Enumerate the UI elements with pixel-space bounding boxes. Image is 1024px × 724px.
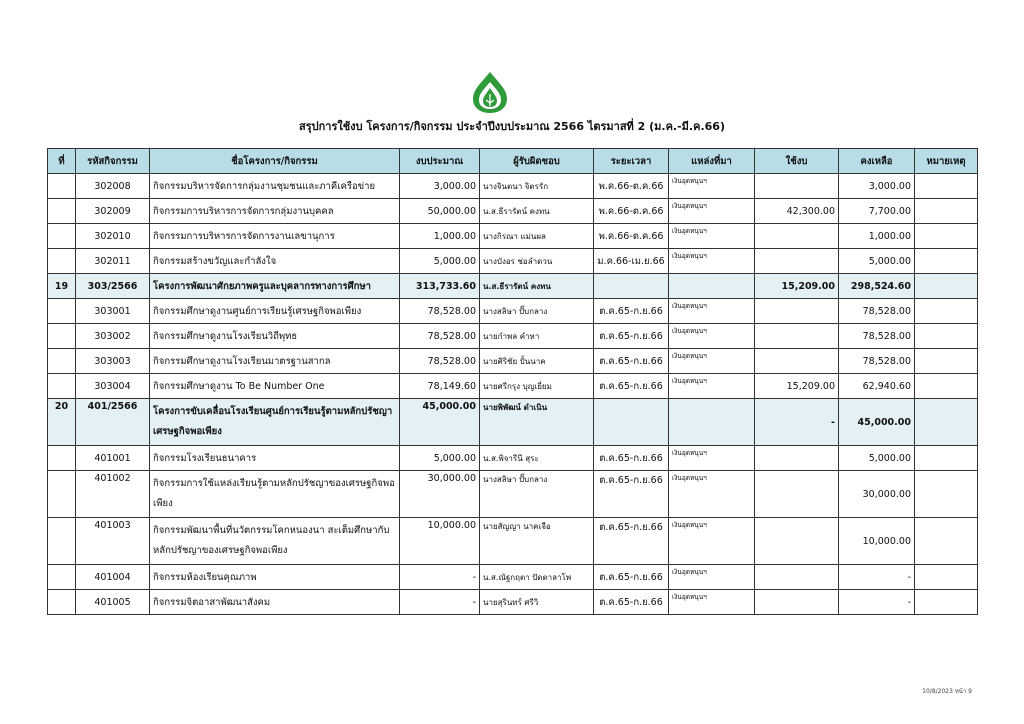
used-amount: 42,300.00 — [755, 199, 839, 224]
budget-amount: 5,000.00 — [400, 446, 480, 471]
responsible-person: นางกิรณา แม่นผล — [480, 224, 594, 249]
table-row — [48, 565, 978, 590]
used-amount: - — [755, 399, 839, 446]
period: พ.ค.66-ต.ค.66 — [594, 199, 669, 224]
activity-code: 401/2566 — [76, 399, 150, 446]
responsible-person: นางจินตนา จิตรรัก — [480, 174, 594, 199]
balance-amount: 10,000.00 — [839, 518, 915, 565]
balance-amount: 3,000.00 — [839, 174, 915, 199]
column-header: แหล่งที่มา — [669, 149, 755, 174]
budget-amount: 78,528.00 — [400, 299, 480, 324]
table-row — [48, 249, 978, 274]
note — [915, 590, 978, 615]
funding-source: เงินอุดหนุนฯ — [669, 518, 755, 565]
activity-code: 302010 — [76, 224, 150, 249]
budget-amount: 30,000.00 — [400, 471, 480, 518]
budget-amount: 45,000.00 — [400, 399, 480, 446]
table-row — [48, 174, 978, 199]
balance-amount: 78,528.00 — [839, 299, 915, 324]
responsible-person: น.ส.ณัฐกฤตา ปัดตาลาโพ — [480, 565, 594, 590]
period: ต.ค.65-ก.ย.66 — [594, 565, 669, 590]
balance-amount: 78,528.00 — [839, 324, 915, 349]
activity-code: 401005 — [76, 590, 150, 615]
table-row — [48, 224, 978, 249]
activity-code: 303003 — [76, 349, 150, 374]
balance-amount: - — [839, 590, 915, 615]
row-no — [48, 590, 76, 615]
activity-code: 303001 — [76, 299, 150, 324]
activity-code: 401001 — [76, 446, 150, 471]
used-amount — [755, 565, 839, 590]
funding-source: เงินอุดหนุนฯ — [669, 199, 755, 224]
used-amount — [755, 249, 839, 274]
funding-source: เงินอุดหนุนฯ — [669, 249, 755, 274]
row-no — [48, 565, 76, 590]
responsible-person: นางสลิษา ปั๊บกลาง — [480, 471, 594, 518]
note — [915, 471, 978, 518]
responsible-person: นางบังอร ช่อลำดวน — [480, 249, 594, 274]
budget-table — [47, 148, 978, 615]
period — [594, 399, 669, 446]
period: ต.ค.65-ก.ย.66 — [594, 324, 669, 349]
column-header: งบประมาณ — [400, 149, 480, 174]
row-no — [48, 374, 76, 399]
funding-source: เงินอุดหนุนฯ — [669, 174, 755, 199]
note — [915, 224, 978, 249]
row-no — [48, 199, 76, 224]
balance-amount: - — [839, 565, 915, 590]
table-row — [48, 324, 978, 349]
balance-amount: 5,000.00 — [839, 446, 915, 471]
row-no — [48, 349, 76, 374]
column-header: คงเหลือ — [839, 149, 915, 174]
balance-amount: 1,000.00 — [839, 224, 915, 249]
table-row — [48, 471, 978, 518]
used-amount: 15,209.00 — [755, 374, 839, 399]
responsible-person: นายกำพล คำหา — [480, 324, 594, 349]
activity-code: 302009 — [76, 199, 150, 224]
period: ต.ค.65-ก.ย.66 — [594, 446, 669, 471]
table-header — [48, 149, 978, 174]
budget-amount: 10,000.00 — [400, 518, 480, 565]
activity-code: 401003 — [76, 518, 150, 565]
balance-amount: 298,524.60 — [839, 274, 915, 299]
balance-amount: 7,700.00 — [839, 199, 915, 224]
page-title: สรุปการใช้งบ โครงการ/กิจกรรม ประจำปีงบประมาณ 2566 ไตรมาสที่ 2 (ม.ค.-มี.ค.66) — [299, 120, 725, 133]
activity-code: 302011 — [76, 249, 150, 274]
funding-source: เงินอุดหนุนฯ — [669, 224, 755, 249]
funding-source: เงินอุดหนุนฯ — [669, 349, 755, 374]
note — [915, 274, 978, 299]
responsible-person: นางสลิษา ปั๊บกลาง — [480, 299, 594, 324]
used-amount — [755, 471, 839, 518]
note — [915, 518, 978, 565]
funding-source: เงินอุดหนุนฯ — [669, 590, 755, 615]
table-row — [48, 590, 978, 615]
activity-code: 303/2566 — [76, 274, 150, 299]
table-row — [48, 299, 978, 324]
responsible-person: นายสัญญา นาคเจือ — [480, 518, 594, 565]
column-header: ชื่อโครงการ/กิจกรรม — [150, 149, 400, 174]
column-header: รหัสกิจกรรม — [76, 149, 150, 174]
activity-code: 303002 — [76, 324, 150, 349]
row-no — [48, 471, 76, 518]
budget-amount: 78,528.00 — [400, 324, 480, 349]
budget-amount: - — [400, 590, 480, 615]
used-amount — [755, 224, 839, 249]
row-no: 20 — [48, 399, 76, 446]
note — [915, 349, 978, 374]
used-amount — [755, 446, 839, 471]
activity-name: กิจกรรมศึกษาดูงาน To Be Number One — [150, 374, 400, 399]
budget-amount: 50,000.00 — [400, 199, 480, 224]
table-row — [48, 199, 978, 224]
activity-name: โครงการพัฒนาศักยภาพครูและบุคลากรทางการศึกษา — [150, 274, 400, 299]
activity-name: กิจกรรมบริหารจัดการกลุ่มงานชุมชนและภาคีเครือข่าย — [150, 174, 400, 199]
used-amount — [755, 518, 839, 565]
funding-source: เงินอุดหนุนฯ — [669, 471, 755, 518]
responsible-person: น.ส.พิจารีนี สุระ — [480, 446, 594, 471]
funding-source — [669, 399, 755, 446]
activity-name: กิจกรรมห้องเรียนคุณภาพ — [150, 565, 400, 590]
table-row — [48, 518, 978, 565]
responsible-person: นายศิริชัย ปั้นนาค — [480, 349, 594, 374]
period: ต.ค.65-ก.ย.66 — [594, 349, 669, 374]
used-amount: 15,209.00 — [755, 274, 839, 299]
activity-name: กิจกรรมการบริหารการจัดการงานเลขานุการ — [150, 224, 400, 249]
project-row — [48, 274, 978, 299]
funding-source: เงินอุดหนุนฯ — [669, 299, 755, 324]
period: ต.ค.65-ก.ย.66 — [594, 518, 669, 565]
budget-amount: 1,000.00 — [400, 224, 480, 249]
note — [915, 174, 978, 199]
column-header: หมายเหตุ — [915, 149, 978, 174]
budget-amount: 78,528.00 — [400, 349, 480, 374]
period: พ.ค.66-ต.ค.66 — [594, 224, 669, 249]
activity-name: กิจกรรมโรงเรียนธนาคาร — [150, 446, 400, 471]
responsible-person: น.ส.ธีรารัตน์ คงทน — [480, 199, 594, 224]
used-amount — [755, 590, 839, 615]
school-logo — [470, 70, 510, 114]
note — [915, 199, 978, 224]
budget-amount: 313,733.60 — [400, 274, 480, 299]
note — [915, 324, 978, 349]
period: ต.ค.65-ก.ย.66 — [594, 590, 669, 615]
activity-name: กิจกรรมศึกษาดูงานโรงเรียนมาตรฐานสากล — [150, 349, 400, 374]
funding-source: เงินอุดหนุนฯ — [669, 446, 755, 471]
budget-amount: - — [400, 565, 480, 590]
row-no — [48, 249, 76, 274]
row-no: 19 — [48, 274, 76, 299]
activity-name: กิจกรรมพัฒนาพื้นที่นวัตกรรมโคกหนองนา สะเต็มศึกษากับหลักปรัชญาของเศรษฐกิจพอเพียง — [150, 518, 400, 565]
row-no — [48, 324, 76, 349]
budget-amount: 5,000.00 — [400, 249, 480, 274]
table-row — [48, 349, 978, 374]
balance-amount: 78,528.00 — [839, 349, 915, 374]
row-no — [48, 299, 76, 324]
funding-source: เงินอุดหนุนฯ — [669, 565, 755, 590]
activity-code: 401002 — [76, 471, 150, 518]
budget-amount: 78,149.60 — [400, 374, 480, 399]
note — [915, 374, 978, 399]
activity-name: กิจกรรมสร้างขวัญและกำลังใจ — [150, 249, 400, 274]
note — [915, 299, 978, 324]
responsible-person: นายศรีกรุง บุญเยี่ยม — [480, 374, 594, 399]
period: ม.ค.66-เม.ย.66 — [594, 249, 669, 274]
column-header: ผู้รับผิดชอบ — [480, 149, 594, 174]
project-row — [48, 399, 978, 446]
note — [915, 446, 978, 471]
responsible-person: นายพิพัฒน์ ดำเนิน — [480, 399, 594, 446]
table-row — [48, 446, 978, 471]
row-no — [48, 224, 76, 249]
used-amount — [755, 299, 839, 324]
column-header: ระยะเวลา — [594, 149, 669, 174]
used-amount — [755, 174, 839, 199]
note — [915, 249, 978, 274]
period: ต.ค.65-ก.ย.66 — [594, 374, 669, 399]
note — [915, 565, 978, 590]
funding-source — [669, 274, 755, 299]
used-amount — [755, 349, 839, 374]
responsible-person: น.ส.ธีรารัตน์ คงทน — [480, 274, 594, 299]
used-amount — [755, 324, 839, 349]
balance-amount: 62,940.60 — [839, 374, 915, 399]
activity-name: โครงการขับเคลื่อนโรงเรียนศูนย์การเรียนรู้ตามหลักปรัชญาเศรษฐกิจพอเพียง — [150, 399, 400, 446]
column-header: ใช้งบ — [755, 149, 839, 174]
row-no — [48, 518, 76, 565]
period: ต.ค.65-ก.ย.66 — [594, 471, 669, 518]
responsible-person: นายสุรินทร์ ศรีวิ — [480, 590, 594, 615]
row-no — [48, 446, 76, 471]
balance-amount: 5,000.00 — [839, 249, 915, 274]
balance-amount: 45,000.00 — [839, 399, 915, 446]
page-footer: 10/8/2023 หน้า 9 — [922, 688, 972, 695]
table-row — [48, 374, 978, 399]
activity-code: 401004 — [76, 565, 150, 590]
column-header: ที่ — [48, 149, 76, 174]
period — [594, 274, 669, 299]
period: พ.ค.66-ต.ค.66 — [594, 174, 669, 199]
activity-code: 303004 — [76, 374, 150, 399]
row-no — [48, 174, 76, 199]
activity-code: 302008 — [76, 174, 150, 199]
activity-name: กิจกรรมจิตอาสาพัฒนาสังคม — [150, 590, 400, 615]
note — [915, 399, 978, 446]
funding-source: เงินอุดหนุนฯ — [669, 374, 755, 399]
funding-source: เงินอุดหนุนฯ — [669, 324, 755, 349]
budget-amount: 3,000.00 — [400, 174, 480, 199]
balance-amount: 30,000.00 — [839, 471, 915, 518]
activity-name: กิจกรรมการใช้แหล่งเรียนรู้ตามหลักปรัชญาของเศรษฐกิจพอเพียง — [150, 471, 400, 518]
activity-name: กิจกรรมศึกษาดูงานโรงเรียนวิถีพุทธ — [150, 324, 400, 349]
activity-name: กิจกรรมการบริหารการจัดการกลุ่มงานบุคคล — [150, 199, 400, 224]
activity-name: กิจกรรมศึกษาดูงานศูนย์การเรียนรู้เศรษฐกิจพอเพียง — [150, 299, 400, 324]
period: ต.ค.65-ก.ย.66 — [594, 299, 669, 324]
